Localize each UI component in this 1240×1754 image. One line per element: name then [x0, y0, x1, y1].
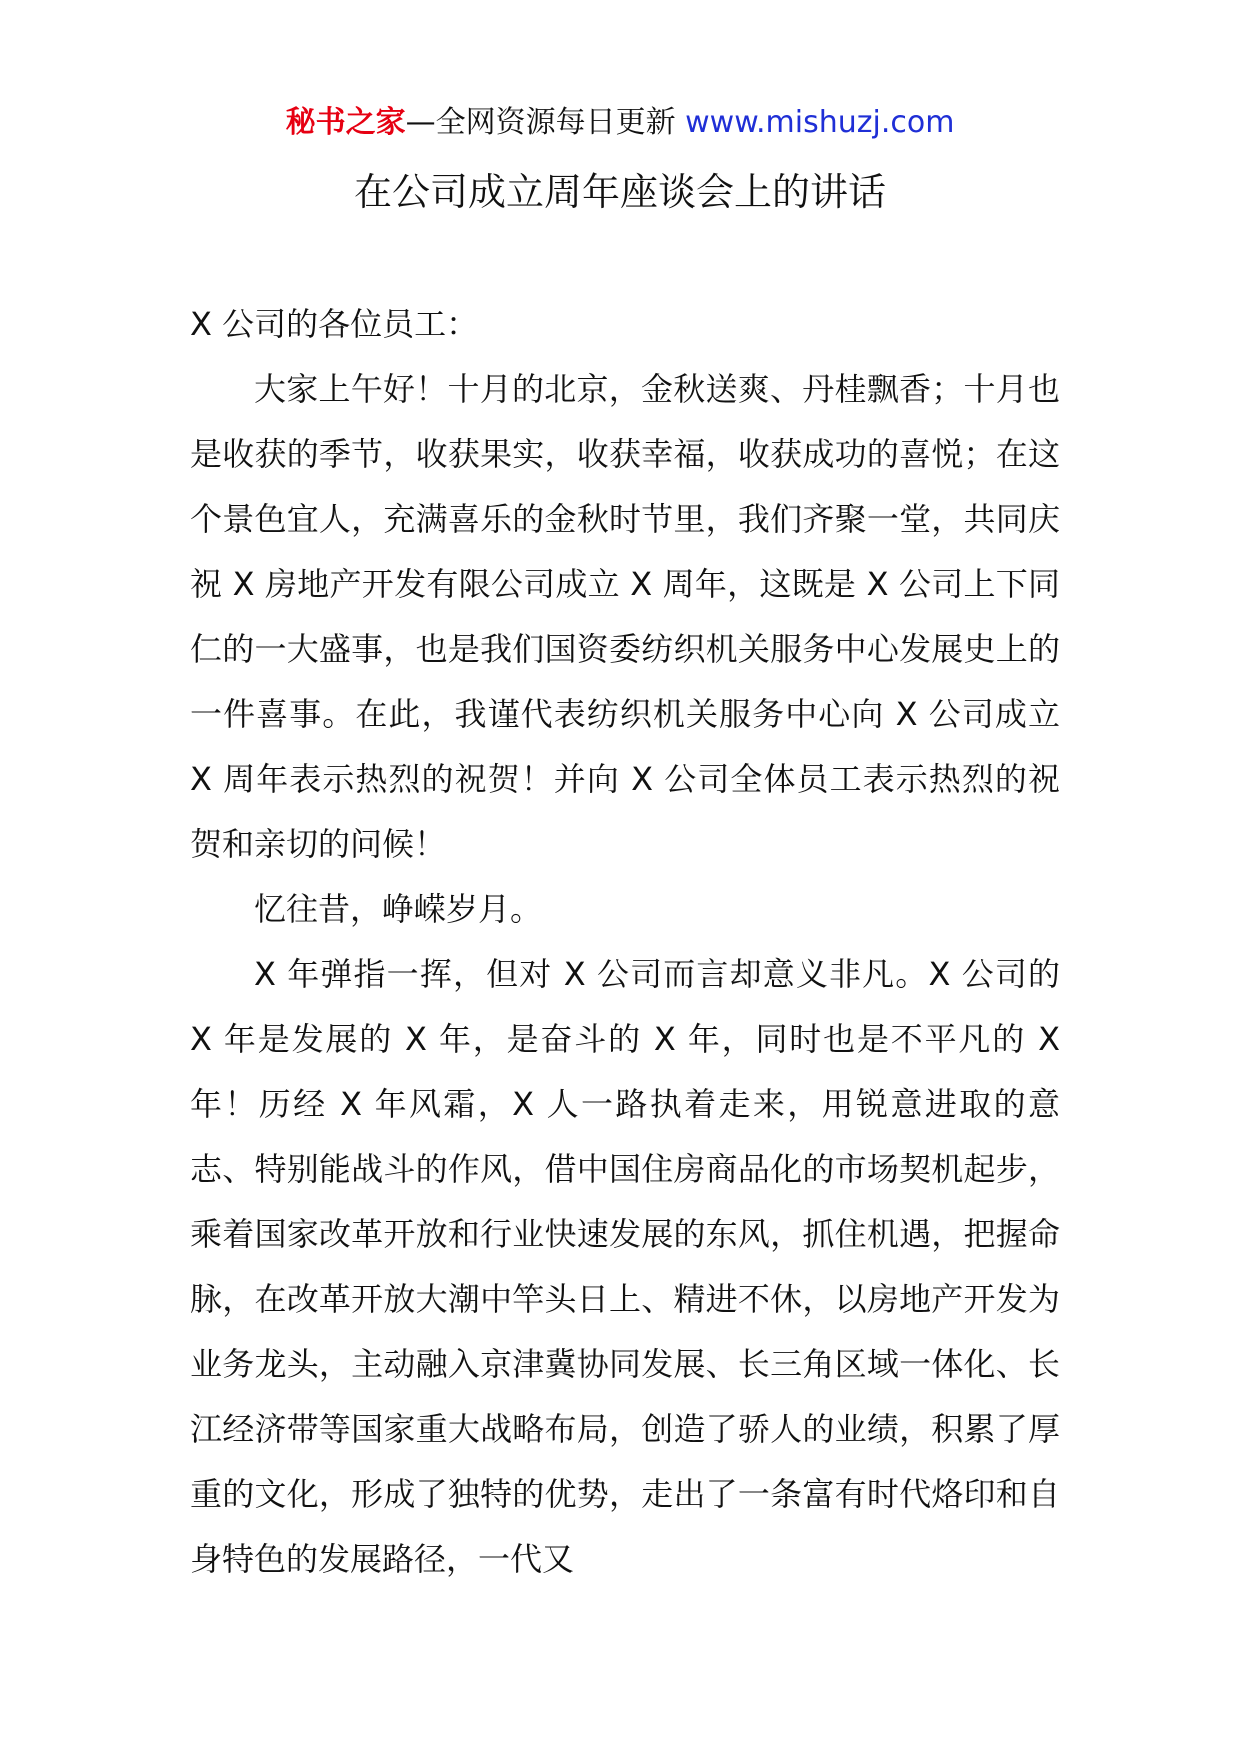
site-url-link[interactable]: www.mishuzj.com	[685, 105, 955, 140]
paragraph: 大家上午好！十月的北京，金秋送爽、丹桂飘香；十月也是收获的季节，收获果实，收获幸福，收获成功的喜悦；在这个景色宜人，充满喜乐的金秋时节里，我们齐聚一堂，共同庆祝 X 房地产开发有限公司成立 X 周年，这既是 X 公司上下同仁的一大盛事，也是我们国资委纺织机关服务中心发展史上的一件喜事。在此，我谨代表纺织机关服务中心向 X 公司成立 X 周年表示热烈的祝贺！并向 X 公司全体员工表示热烈的祝贺和亲切的问候！	[190, 370, 1060, 863]
salutation: X 公司的各位员工：	[190, 305, 479, 343]
paragraph: 忆往昔，峥嵘岁月。	[254, 890, 543, 928]
document-body	[190, 292, 1060, 1592]
document-title: 在公司成立周年座谈会上的讲话	[353, 170, 886, 214]
paragraph: X 年弹指一挥，但对 X 公司而言却意义非凡。X 公司的 X 年是发展的 X 年，是奋斗的 X 年，同时也是不平凡的 X 年！历经 X 年风霜，X 人一路执着走来，用锐意进取的意志、特别能战斗的作风，借中国住房商品化的市场契机起步，乘着国家改革开放和行业快速发展的东风，抓住机遇，把握命脉，在改革开放大潮中竿头日上、精进不休，以房地产开发为业务龙头，主动融入京津冀协同发展、长三角区域一体化、长江经济带等国家重大战略布局，创造了骄人的业绩，积累了厚重的文化，形成了独特的优势，走出了一条富有时代烙印和自身特色的发展路径，一代又	[190, 955, 1060, 1578]
site-header	[0, 100, 1240, 146]
brand-name: 秘书之家	[285, 105, 406, 140]
header-slogan: —全网资源每日更新	[405, 105, 686, 140]
